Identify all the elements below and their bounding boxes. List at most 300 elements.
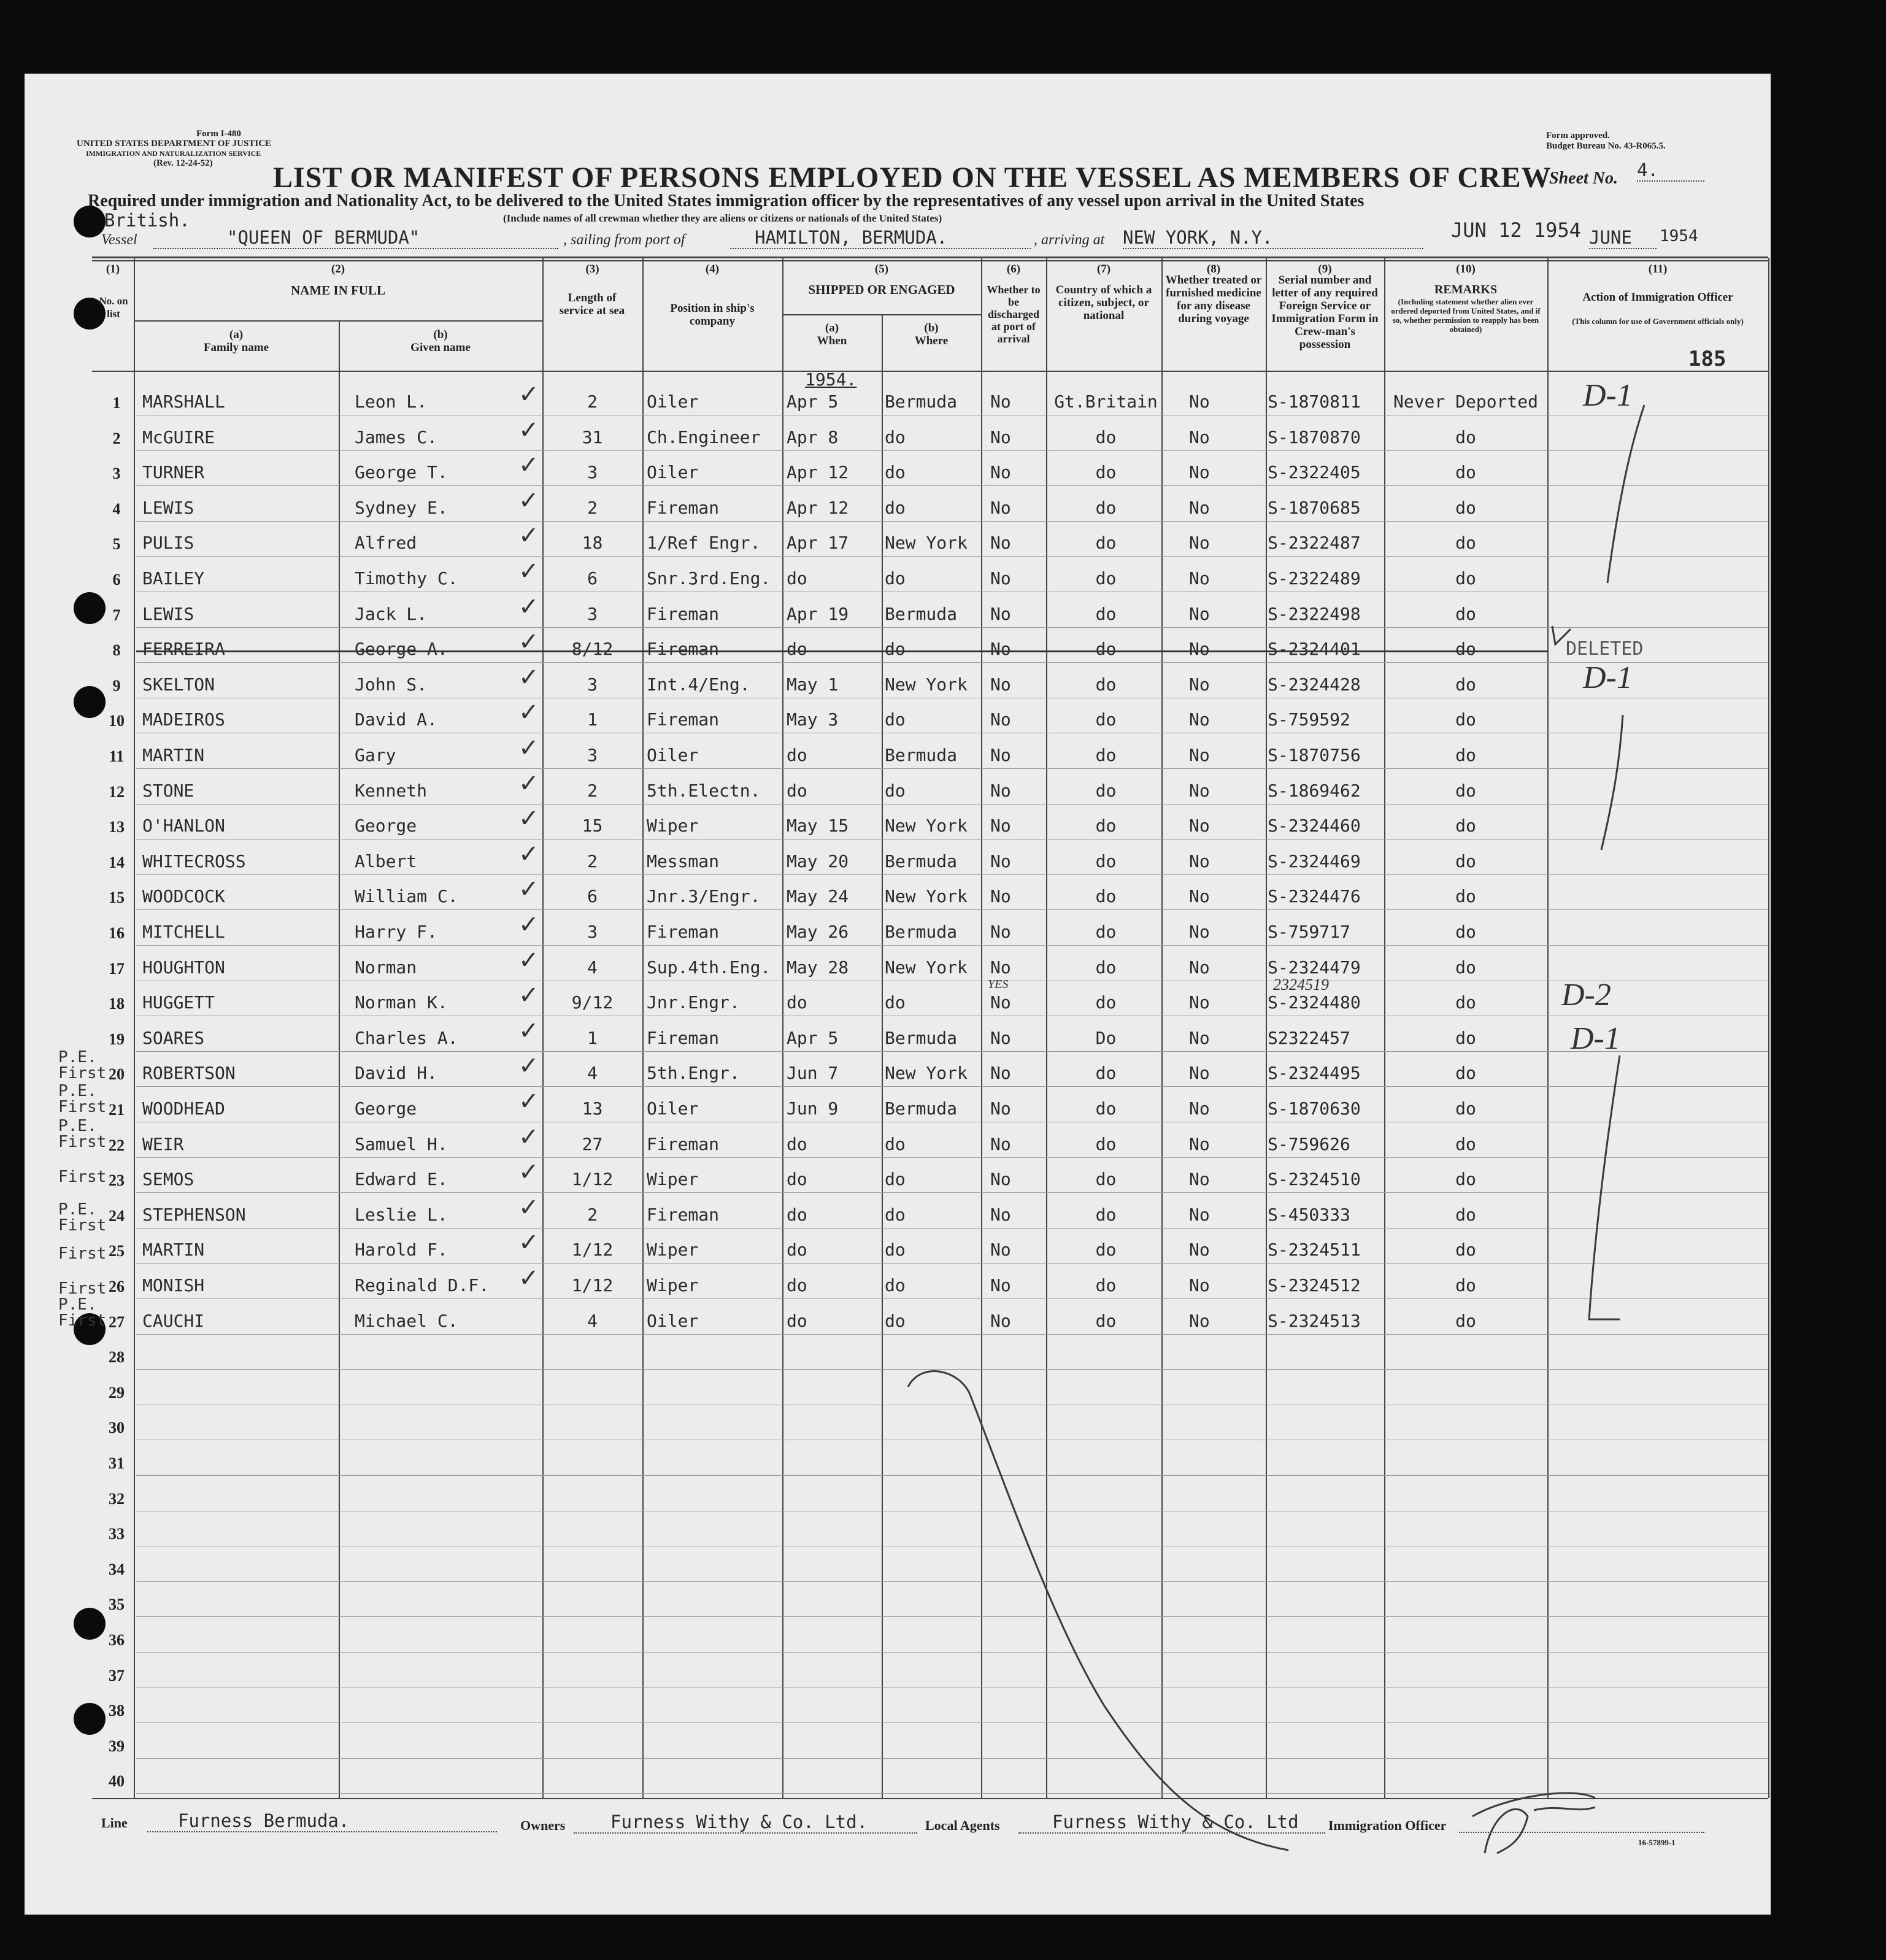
cell-family: MARTIN (142, 745, 205, 765)
cell-when: May 26 (787, 922, 849, 942)
cell-n: 7 (112, 606, 121, 624)
cell-treated: No (1189, 462, 1210, 483)
cell-remarks: do (1455, 1098, 1476, 1119)
cell-remarks: do (1455, 709, 1476, 730)
action-column-bracket (1607, 405, 1644, 583)
nationality-flag: British. (104, 210, 190, 231)
cell-discharged: No (990, 1027, 1011, 1048)
cell-when: Jun 9 (787, 1098, 839, 1119)
cell-service: 31 (582, 426, 603, 447)
cell-remarks: do (1455, 851, 1476, 871)
cell-where: do (885, 709, 906, 730)
cell-treated: No (1189, 992, 1210, 1013)
cell-when: do (787, 780, 807, 801)
cell-serial: S-2324495 (1268, 1063, 1361, 1084)
cell-service: 9/12 (571, 992, 614, 1013)
cell-given: Norman K. (355, 992, 448, 1013)
cell-service: 13 (582, 1098, 603, 1119)
margin-note: First (58, 1244, 107, 1263)
cell-country: do (1095, 426, 1117, 447)
cell-given: Harry F. (355, 922, 437, 942)
cell-remarks: do (1455, 1027, 1476, 1048)
cell-given: Jack L. (355, 603, 428, 624)
cell-where: New York (885, 957, 968, 978)
arrival-month: JUNE (1589, 227, 1657, 249)
required-text: Required under immigration and Nationality Act, to be delivered to the United States immigration officer by the representatives of any vessel upon arrival in the United States (88, 191, 1364, 210)
cell-when: May 3 (787, 709, 839, 730)
cell-discharged: No (990, 1275, 1011, 1295)
cell-discharged: No (990, 639, 1011, 660)
cell-given: John S. (355, 674, 428, 695)
vessel-label: Vessel (101, 232, 137, 248)
cell-n: 8 (112, 641, 121, 660)
cell-given: George T. (355, 462, 448, 483)
sheet-number: 4. (1637, 160, 1704, 182)
vessel-name: "QUEEN OF BERMUDA" (153, 227, 558, 249)
cell-service: 4 (587, 1063, 598, 1084)
check-mark-icon: ✓ (518, 1087, 539, 1116)
cell-where: do (885, 1204, 906, 1225)
cell-n: 6 (112, 571, 121, 588)
cell-remarks: do (1455, 992, 1476, 1013)
cell-country: do (1095, 1063, 1117, 1084)
row-number: 32 (109, 1489, 125, 1508)
cell-country: Do (1095, 1027, 1117, 1048)
cell-where: do (885, 1169, 906, 1190)
cell-position: 1/Ref Engr. (647, 533, 761, 554)
cell-where: do (885, 426, 906, 447)
cell-where: do (885, 1310, 906, 1331)
cell-position: Fireman (647, 1204, 720, 1225)
col-7-header: Country of which a citizen, subject, or national (1055, 284, 1152, 322)
cell-where: New York (885, 1063, 968, 1084)
cell-given: Samuel H. (355, 1133, 448, 1154)
cell-service: 3 (587, 674, 598, 695)
page-title: LIST OR MANIFEST OF PERSONS EMPLOYED ON THE VESSEL AS MEMBERS OF CREW (273, 161, 1552, 194)
margin-note: P.E. First (58, 1200, 107, 1235)
cell-where: Bermuda (885, 1027, 958, 1048)
cell-where: Bermuda (885, 745, 958, 765)
col-11-header: Action of Immigration Officer (1582, 291, 1733, 304)
cell-country: do (1095, 851, 1117, 871)
cell-treated: No (1189, 674, 1210, 695)
cell-discharged: No (990, 533, 1011, 554)
cell-discharged: No (990, 426, 1011, 447)
cell-n: 20 (109, 1065, 125, 1084)
cell-position: Wiper (647, 1240, 699, 1260)
cell-n: 1 (112, 394, 121, 412)
cell-country: do (1095, 462, 1117, 483)
cell-treated: No (1189, 886, 1210, 907)
cell-remarks: do (1455, 1063, 1476, 1084)
cell-remarks: do (1455, 745, 1476, 765)
cell-position: Fireman (647, 1133, 720, 1154)
cell-discharged: No (990, 851, 1011, 871)
cell-n: 15 (109, 889, 125, 907)
cell-discharged: No (990, 886, 1011, 907)
cell-service: 3 (587, 603, 598, 624)
cell-discharged: No (990, 709, 1011, 730)
cell-where: do (885, 639, 906, 660)
cell-n: 23 (109, 1171, 125, 1190)
cell-family: ROBERTSON (142, 1063, 236, 1084)
cell-remarks: do (1455, 957, 1476, 978)
cell-when: do (787, 1204, 807, 1225)
cell-where: do (885, 780, 906, 801)
row-number: 39 (109, 1737, 125, 1755)
cell-treated: No (1189, 392, 1210, 412)
cell-discharged: No (990, 1169, 1011, 1190)
yes-correction: YES (988, 978, 1009, 991)
cell-discharged: No (990, 1098, 1011, 1119)
cell-given: George (355, 1098, 417, 1119)
col-10-number: (10) (1456, 263, 1476, 276)
cell-n: 13 (109, 818, 125, 836)
cell-service: 1/12 (571, 1240, 614, 1260)
cell-discharged: No (990, 1310, 1011, 1331)
budget-bureau: Budget Bureau No. 43-R065.5. (1546, 141, 1666, 151)
check-mark-icon: ✓ (518, 1052, 539, 1081)
check-mark-icon: ✓ (518, 981, 539, 1010)
cell-family: WEIR (142, 1133, 184, 1154)
cell-where: Bermuda (885, 1098, 958, 1119)
cell-given: Gary (355, 745, 396, 765)
cell-position: Wiper (647, 816, 699, 836)
cell-when: do (787, 1169, 807, 1190)
cell-n: 11 (109, 747, 125, 765)
cell-position: Fireman (647, 709, 720, 730)
check-mark-icon: ✓ (518, 1264, 539, 1292)
cell-treated: No (1189, 1204, 1210, 1225)
cell-serial: S-2324513 (1268, 1310, 1361, 1331)
cell-family: MARSHALL (142, 392, 225, 412)
cell-country: do (1095, 568, 1117, 588)
cell-treated: No (1189, 1133, 1210, 1154)
cell-service: 3 (587, 922, 598, 942)
form-approved: Form approved. (1546, 131, 1610, 141)
deleted-stamp: DELETED (1566, 638, 1644, 660)
cell-treated: No (1189, 780, 1210, 801)
check-mark-icon: ✓ (518, 663, 539, 692)
cell-country: do (1095, 992, 1117, 1013)
check-mark-icon: ✓ (518, 522, 539, 550)
cell-family: WOODHEAD (142, 1098, 225, 1119)
cell-given: Norman (355, 957, 417, 978)
cell-given: Edward E. (355, 1169, 448, 1190)
cell-country: do (1095, 957, 1117, 978)
col-1-number: (1) (106, 263, 120, 276)
col-3-number: (3) (585, 263, 599, 276)
cell-position: Fireman (647, 922, 720, 942)
cell-family: STEPHENSON (142, 1204, 246, 1225)
cell-country: do (1095, 1169, 1117, 1190)
row-number: 40 (109, 1772, 125, 1791)
cell-family: SKELTON (142, 674, 215, 695)
cell-country: Gt.Britain (1054, 392, 1158, 412)
officer-label: Immigration Officer (1328, 1818, 1447, 1833)
cell-when: May 15 (787, 816, 849, 836)
row-number: 28 (109, 1348, 125, 1367)
cell-serial: S-1870870 (1268, 426, 1361, 447)
col-11-subheader: (This column for use of Government officials only) (1572, 317, 1744, 326)
cell-serial: S-2324428 (1268, 674, 1361, 695)
cell-family: SEMOS (142, 1169, 194, 1190)
cell-service: 3 (587, 745, 598, 765)
cell-given: William C. (355, 886, 458, 907)
cell-treated: No (1189, 816, 1210, 836)
cell-service: 27 (582, 1133, 603, 1154)
cell-serial: S-1869462 (1268, 780, 1361, 801)
cell-remarks: do (1455, 568, 1476, 588)
cell-where: New York (885, 886, 968, 907)
cell-n: 17 (109, 959, 125, 978)
cell-n: 3 (112, 465, 121, 483)
cell-when: Apr 5 (787, 1027, 839, 1048)
col-6-number: (6) (1006, 263, 1021, 276)
cell-position: 5th.Engr. (647, 1063, 740, 1084)
cell-discharged: No (990, 603, 1011, 624)
cell-country: do (1095, 709, 1117, 730)
cell-country: do (1095, 497, 1117, 518)
cell-remarks: do (1455, 922, 1476, 942)
cell-serial: S-450333 (1268, 1204, 1350, 1225)
cell-discharged: No (990, 462, 1011, 483)
sailing-label: , sailing from port of (563, 232, 685, 248)
cell-country: do (1095, 674, 1117, 695)
cell-when: May 28 (787, 957, 849, 978)
cell-remarks: do (1455, 639, 1476, 660)
cell-service: 6 (587, 886, 598, 907)
cell-service: 1/12 (571, 1275, 614, 1295)
row-number: 34 (109, 1560, 125, 1578)
cell-where: Bermuda (885, 392, 958, 412)
check-mark-icon: ✓ (518, 486, 539, 515)
check-mark-icon: ✓ (518, 875, 539, 904)
cell-when: Apr 12 (787, 462, 849, 483)
cell-n: 27 (109, 1313, 125, 1331)
cell-position: Ch.Engineer (647, 426, 761, 447)
cell-when: Apr 12 (787, 497, 849, 518)
cell-family: McGUIRE (142, 426, 215, 447)
col-11-number: (11) (1648, 263, 1668, 276)
cell-country: do (1095, 780, 1117, 801)
cell-remarks: do (1455, 1310, 1476, 1331)
cell-serial: S-2324512 (1268, 1275, 1361, 1295)
cell-country: do (1095, 533, 1117, 554)
cell-given: David H. (355, 1063, 437, 1084)
serial-correction: 2324519 (1273, 976, 1329, 994)
cell-n: 19 (109, 1030, 125, 1048)
margin-note: First P.E. First (58, 1279, 107, 1330)
cell-serial: S2322457 (1268, 1027, 1350, 1048)
row-number: 37 (109, 1666, 125, 1684)
cell-serial: S-1870756 (1268, 745, 1361, 765)
check-mark-icon: ✓ (518, 628, 539, 657)
cell-country: do (1095, 603, 1117, 624)
cell-treated: No (1189, 1169, 1210, 1190)
cell-n: 25 (109, 1242, 125, 1260)
cell-n: 12 (109, 782, 125, 801)
row-number: 31 (109, 1454, 125, 1472)
cell-serial: S-2324469 (1268, 851, 1361, 871)
cell-n: 26 (109, 1278, 125, 1295)
cell-remarks: do (1455, 462, 1476, 483)
check-mark (1552, 626, 1571, 644)
margin-note: P.E. First (58, 1082, 107, 1116)
cell-service: 2 (587, 851, 598, 871)
cell-where: do (885, 1133, 906, 1154)
cell-serial: S-2324479 (1268, 957, 1361, 978)
action-column-bracket (1589, 1055, 1620, 1319)
check-mark-icon: ✓ (518, 804, 539, 833)
cell-position: Snr.3rd.Eng. (647, 568, 771, 588)
cell-family: CAUCHI (142, 1310, 205, 1331)
cell-treated: No (1189, 568, 1210, 588)
cell-n: 14 (109, 853, 125, 871)
cell-when: do (787, 745, 807, 765)
margin-note: First (58, 1168, 107, 1186)
cell-where: do (885, 568, 906, 588)
cell-family: HOUGHTON (142, 957, 225, 978)
cell-remarks: do (1455, 426, 1476, 447)
cell-position: Int.4/Eng. (647, 674, 750, 695)
cell-when: Apr 19 (787, 603, 849, 624)
cell-serial: S-2324476 (1268, 886, 1361, 907)
page-number: 185 (1688, 347, 1726, 371)
cell-discharged: No (990, 780, 1011, 801)
cell-country: do (1095, 1275, 1117, 1295)
cell-serial: S-759626 (1268, 1133, 1350, 1154)
check-mark-icon: ✓ (518, 1193, 539, 1222)
cell-discharged: No (990, 816, 1011, 836)
cell-remarks: do (1455, 886, 1476, 907)
cell-when: do (787, 1310, 807, 1331)
cell-family: WHITECROSS (142, 851, 246, 871)
cell-position: Oiler (647, 745, 699, 765)
cell-when: do (787, 1133, 807, 1154)
owners-name: Furness Withy & Co. Ltd. (574, 1811, 917, 1834)
col-3-header: Length of service at sea (559, 291, 625, 317)
cell-treated: No (1189, 1027, 1210, 1048)
cell-where: Bermuda (885, 851, 958, 871)
cell-country: do (1095, 922, 1117, 942)
cell-when: May 1 (787, 674, 839, 695)
cell-where: Bermuda (885, 603, 958, 624)
cell-n: 18 (109, 995, 125, 1013)
cell-country: do (1095, 1133, 1117, 1154)
cell-discharged: No (990, 957, 1011, 978)
cell-given: Harold F. (355, 1240, 448, 1260)
cell-remarks: do (1455, 1275, 1476, 1295)
cell-treated: No (1189, 851, 1210, 871)
cell-position: Fireman (647, 497, 720, 518)
cell-given: Leon L. (355, 392, 428, 412)
check-mark-icon: ✓ (518, 1122, 539, 1151)
cell-discharged: No (990, 674, 1011, 695)
cell-n: 16 (109, 924, 125, 942)
check-mark-icon: ✓ (518, 698, 539, 727)
cell-position: Fireman (647, 1027, 720, 1048)
col-8-number: (8) (1206, 263, 1221, 276)
date-stamp: JUN 12 1954 (1451, 218, 1581, 242)
cell-where: New York (885, 533, 968, 554)
row-number: 33 (109, 1525, 125, 1543)
cell-service: 2 (587, 1204, 598, 1225)
cell-when: May 20 (787, 851, 849, 871)
cell-treated: No (1189, 497, 1210, 518)
cell-serial: S-2322489 (1268, 568, 1361, 588)
cell-when: Apr 8 (787, 426, 839, 447)
action-mark-d1: D-1 (1571, 1021, 1620, 1056)
cell-remarks: do (1455, 1169, 1476, 1190)
cell-given: Albert (355, 851, 417, 871)
cell-serial: S-1870685 (1268, 497, 1361, 518)
cell-treated: No (1189, 709, 1210, 730)
arrival-year: 1954 (1660, 227, 1698, 245)
cell-n: 9 (112, 676, 121, 695)
cell-serial: S-2322498 (1268, 603, 1361, 624)
cell-family: MARTIN (142, 1240, 205, 1260)
cell-given: Leslie L. (355, 1204, 448, 1225)
cell-family: LEWIS (142, 603, 194, 624)
cell-remarks: do (1455, 1133, 1476, 1154)
cell-given: James C. (355, 426, 437, 447)
cell-serial: S-759717 (1268, 922, 1350, 942)
cell-when: Jun 7 (787, 1063, 839, 1084)
cell-position: Messman (647, 851, 720, 871)
cell-family: MITCHELL (142, 922, 225, 942)
cell-service: 1 (587, 1027, 598, 1048)
cell-discharged: No (990, 568, 1011, 588)
cell-n: 2 (112, 429, 121, 447)
cell-service: 4 (587, 1310, 598, 1331)
col-4-number: (4) (705, 263, 720, 276)
check-mark-icon: ✓ (518, 1158, 539, 1187)
cell-n: 22 (109, 1136, 125, 1154)
cell-position: Oiler (647, 462, 699, 483)
action-mark-d2: D-2 (1561, 978, 1611, 1013)
cell-service: 8/12 (571, 639, 614, 660)
cell-country: do (1095, 639, 1117, 660)
check-mark-icon: ✓ (518, 451, 539, 480)
cell-serial: S-2324401 (1268, 639, 1361, 660)
cell-given: Charles A. (355, 1027, 458, 1048)
arrival-port: NEW YORK, N.Y. (1123, 227, 1423, 249)
cell-discharged: No (990, 1063, 1011, 1084)
col-4-header: Position in ship's company (670, 302, 755, 328)
service-name: IMMIGRATION AND NATURALIZATION SERVICE (86, 149, 261, 158)
cell-remarks: do (1455, 603, 1476, 624)
cell-where: do (885, 1240, 906, 1260)
form-number: Form I-480 (196, 129, 241, 139)
cell-service: 6 (587, 568, 598, 588)
cell-position: Oiler (647, 1310, 699, 1331)
cell-service: 3 (587, 462, 598, 483)
col-2b-header: (b) Given name (410, 328, 471, 354)
cell-service: 15 (582, 816, 603, 836)
col-7-number: (7) (1096, 263, 1111, 276)
cell-given: George (355, 816, 417, 836)
cell-serial: S-2324511 (1268, 1240, 1361, 1260)
cell-treated: No (1189, 745, 1210, 765)
action-mark-d1: D-1 (1583, 660, 1633, 695)
cell-when: May 24 (787, 886, 849, 907)
cell-treated: No (1189, 957, 1210, 978)
department: UNITED STATES DEPARTMENT OF JUSTICE (77, 139, 272, 149)
col-5-header: SHIPPED OR ENGAGED (808, 282, 955, 297)
cell-given: George A. (355, 639, 448, 660)
line-name: Furness Bermuda. (147, 1810, 497, 1832)
